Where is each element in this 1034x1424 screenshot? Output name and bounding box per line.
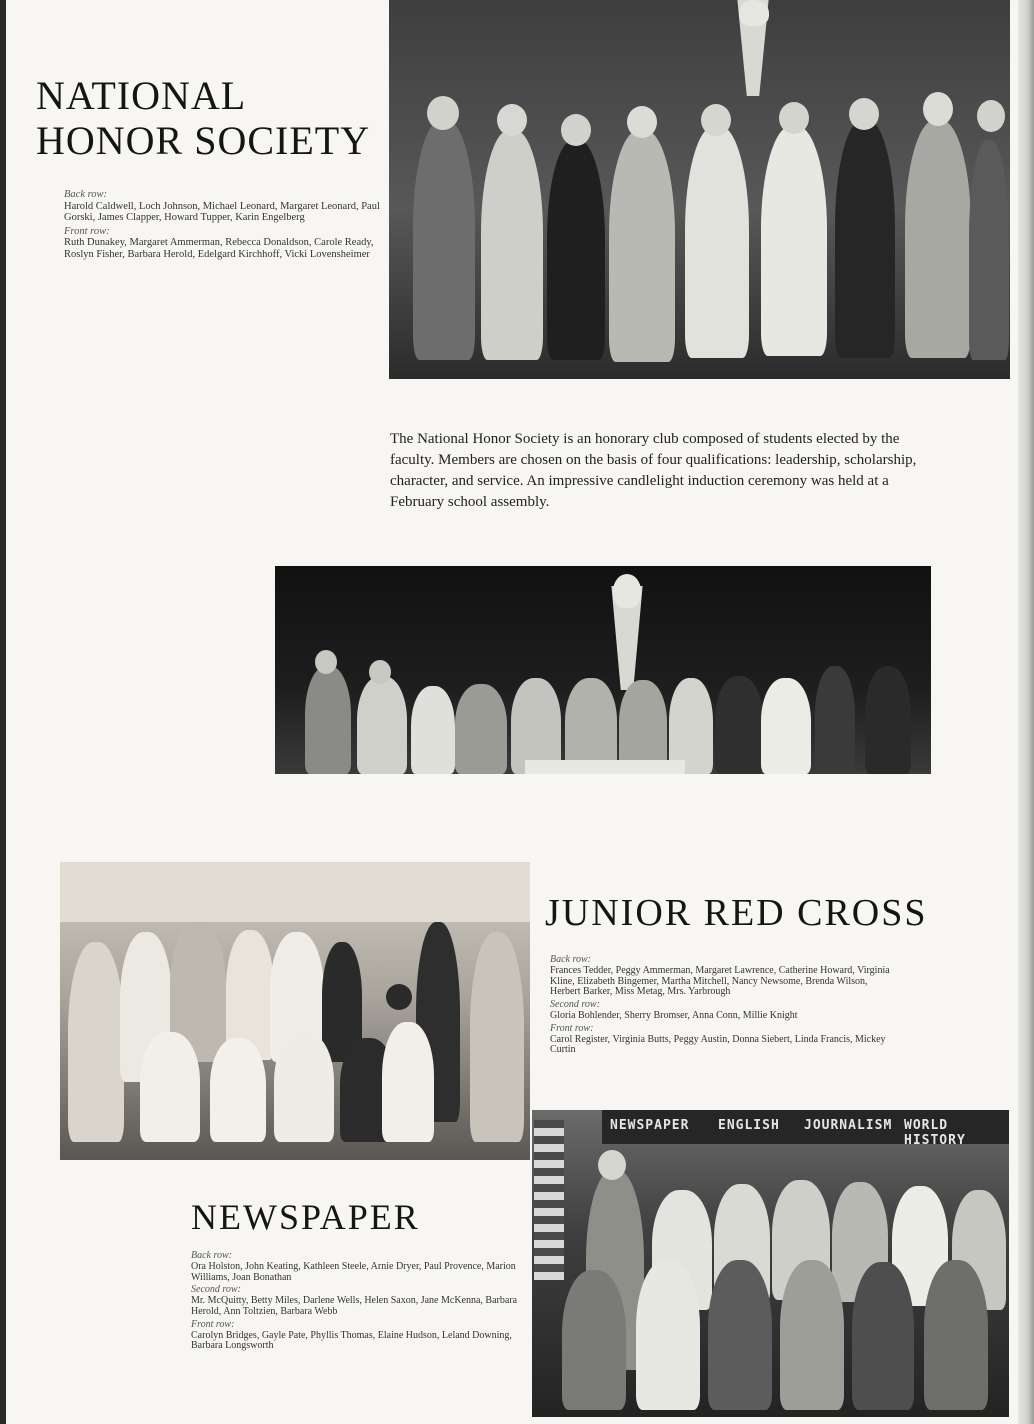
board-label-journalism: JOURNALISM (804, 1118, 893, 1133)
news-front-row-label: Front row: (191, 1318, 235, 1330)
jrc-second-row-names: Gloria Bohlender, Sherry Bromser, Anna Conn, Millie Knight (550, 1009, 798, 1021)
nhs-title-line2: HONOR SOCIETY (36, 117, 371, 163)
news-second-row-names: Mr. McQuitty, Betty Miles, Darlene Wells, Helen Saxon, Jane McKenna, Barbara Herold, Ann Toltzien, Barbara Webb (191, 1295, 518, 1317)
flame-icon (739, 0, 769, 26)
jrc-front-row-label: Front row: (550, 1022, 594, 1034)
page-left-edge (0, 0, 6, 1424)
newspaper-caption (191, 1249, 531, 1352)
nhs-title-line1: NATIONAL (36, 73, 247, 118)
junior-red-cross-caption (550, 953, 890, 1056)
nhs-front-row-names: Ruth Dunakey, Margaret Ammerman, Rebecca Donaldson, Carole Ready, Roslyn Fisher, Barbara Herold, Edelgard Kirchhoff, Vicki Lovensheimer (64, 237, 374, 260)
jrc-front-row-names: Carol Register, Virginia Butts, Peggy Austin, Donna Siebert, Linda Francis, Mickey Curtin (550, 1033, 886, 1056)
jrc-second-row-label: Second row: (550, 999, 600, 1011)
junior-red-cross-photo (60, 862, 530, 1160)
newspaper-title: NEWSPAPER (191, 1197, 420, 1237)
news-back-row-label: Back row: (191, 1250, 233, 1261)
nhs-description: The National Honor Society is an honorary club composed of students elected by the faculty. Members are chosen on the basis of four qualifications: leadership, scholarship, character, and service. An impressive candlelight induction ceremony was held at a February school assembly. (390, 431, 917, 510)
jrc-back-row-names: Frances Tedder, Peggy Ammerman, Margaret Lawrence, Catherine Howard, Virginia Kline, Elizabeth Bingemer, Martha Mitchell, Nancy Newsome, Brenda Wilson, Herbert Barker, Miss Metag, Mrs. Yarbrough (550, 964, 890, 998)
nhs-back-row-names: Harold Caldwell, Loch Johnson, Michael Leonard, Margaret Leonard, Paul Gorski, James Clapper, Howard Tupper, Karin Engelberg (64, 200, 380, 223)
nhs-back-row-label: Back row: (64, 189, 108, 200)
nhs-front-row-label: Front row: (64, 225, 110, 237)
board-label-english: ENGLISH (718, 1118, 780, 1133)
nhs-candlelight-ceremony-photo (275, 566, 931, 774)
page-right-edge (1018, 0, 1034, 1424)
nhs-caption (64, 187, 384, 260)
junior-red-cross-title: JUNIOR RED CROSS (545, 892, 928, 934)
news-second-row-label: Second row: (191, 1284, 241, 1296)
flame-icon (613, 574, 641, 608)
board-label-newspaper: NEWSPAPER (610, 1118, 690, 1133)
newspaper-staff-photo (532, 1110, 1009, 1417)
jrc-back-row-label: Back row: (550, 954, 592, 965)
news-front-row-names: Carolyn Bridges, Gayle Pate, Phyllis Thomas, Elaine Hudson, Leland Downing, Barbara Longsworth (191, 1329, 512, 1352)
nhs-title (36, 74, 370, 164)
flag-icon (534, 1120, 564, 1280)
nhs-group-photo (389, 0, 1010, 379)
board-label-world-history: WORLD HISTORY (904, 1118, 966, 1148)
news-back-row-names: Ora Holston, John Keating, Kathleen Steele, Arnie Dryer, Paul Provence, Marion Williams, Joan Bonathan (191, 1260, 516, 1283)
